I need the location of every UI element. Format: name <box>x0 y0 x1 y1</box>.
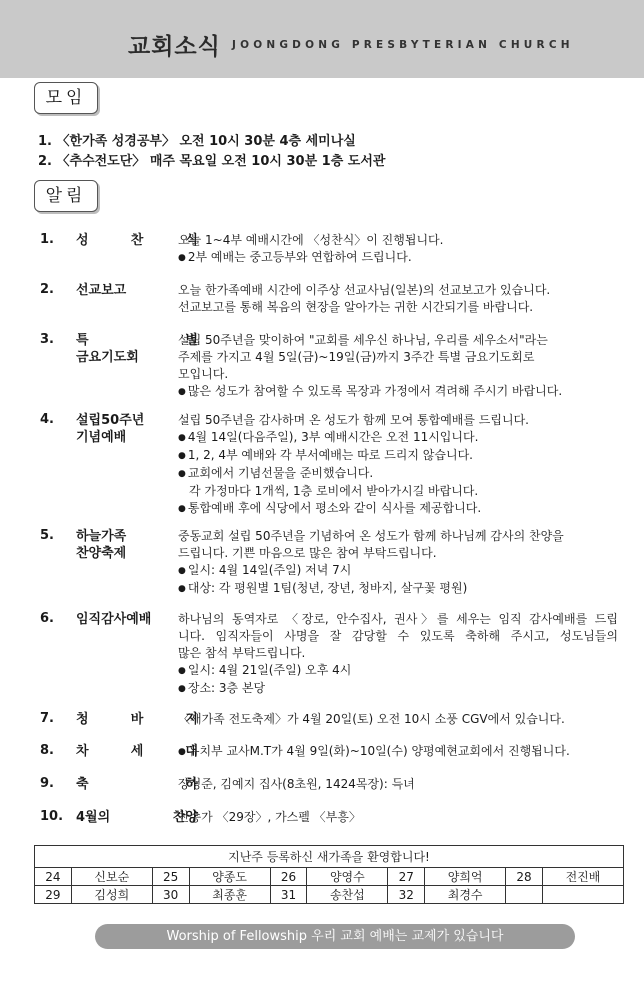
notice-title-line: 임직감사예배 <box>76 612 152 627</box>
table-row <box>35 886 624 904</box>
notice-line: 주제를 가지고 4월 5일(금)~19일(금)까지 3주간 특별 금요기도회로 <box>178 350 535 364</box>
notice-line: 니다. 임직자들이 사명을 잘 감당할 수 있도록 축하해 주시고, 성도님들의 <box>178 629 618 643</box>
family-name-cell: 송찬섭 <box>307 886 388 904</box>
notice-bullet: ● 대상: 각 평원별 1팀(청년, 장년, 청바지, 살구꽃 평원) <box>178 580 618 598</box>
family-number-cell: 30 <box>152 886 189 904</box>
notice-title-line: 성 찬 식 <box>76 233 198 248</box>
notice-number: 7. <box>40 711 54 726</box>
notice-body <box>178 282 618 316</box>
notice-title-line: 금요기도회 <box>76 350 139 365</box>
notice-bullet: ● 2부 예배는 중고등부와 연합하여 드립니다. <box>178 249 618 267</box>
family-number-cell: 24 <box>35 868 72 886</box>
notice-bullet: ● 교회에서 기념선물을 준비했습니다. <box>178 465 618 483</box>
notice-line: 많은 참석 부탁드립니다. <box>178 646 306 660</box>
notice-title-line: 차 세 대 <box>76 744 198 759</box>
notices-heading: 알림 <box>34 180 98 212</box>
header-subtitle: JOONGDONG PRESBYTERIAN CHURCH <box>232 39 574 51</box>
notice-line: 드립니다. 기쁜 마음으로 많은 참여 부탁드립니다. <box>178 546 437 560</box>
family-number-cell: 28 <box>506 868 543 886</box>
notice-bullet: ● 많은 성도가 참여할 수 있도록 목장과 가정에서 격려해 주시기 바랍니다. <box>178 383 618 401</box>
notice-body <box>178 711 618 728</box>
notice-title-line: 특 별 <box>76 333 198 348</box>
notice-bullet: ● 일시: 4월 14일(주일) 저녁 7시 <box>178 562 618 580</box>
meeting-item: 1. 〈한가족 성경공부〉 오전 10시 30분 4층 세미나실 <box>38 134 356 149</box>
notice-bullet: ● 장소: 3층 본당 <box>178 680 618 698</box>
new-family-table <box>34 845 624 904</box>
family-number-cell: 26 <box>270 868 307 886</box>
notice-body <box>178 743 618 761</box>
notice-title-line: 기념예배 <box>76 430 127 445</box>
notice-title-line: 4월의 찬양 <box>76 810 198 825</box>
family-number-cell: 25 <box>152 868 189 886</box>
notice-title-line: 설립50주년 <box>76 413 145 428</box>
notice-body <box>178 528 618 598</box>
family-number-cell <box>506 886 543 904</box>
notice-body <box>178 809 618 826</box>
page-header <box>0 0 644 78</box>
notice-number: 8. <box>40 743 54 758</box>
notice-body <box>178 412 618 518</box>
notice-bullet: ● 4월 14일(다음주일), 3부 예배시간은 오전 11시입니다. <box>178 429 618 447</box>
footer-banner: Worship of Fellowship 우리 교회 예배는 교제가 있습니다 <box>95 924 575 949</box>
notice-body <box>178 232 618 267</box>
family-name-cell: 김성희 <box>71 886 152 904</box>
notice-line: 장성준, 김예지 집사(8초원, 1424목장): 득녀 <box>178 777 415 791</box>
notice-number: 1. <box>40 232 54 247</box>
notice-line: 설립 50주년을 맞이하여 "교회를 세우신 하나님, 우리를 세우소서"라는 <box>178 333 548 347</box>
notice-number: 2. <box>40 282 54 297</box>
notice-title-line: 하늘가족 <box>76 529 127 544</box>
header-title: 교회소식 <box>128 34 221 60</box>
notice-title-line: 축 하 <box>76 777 198 792</box>
notice-line: 찬송가 〈29장〉, 가스펠 〈부흥〉 <box>178 810 361 824</box>
notice-title-line: 청 바 지 <box>76 712 198 727</box>
family-name-cell: 양희억 <box>425 868 506 886</box>
family-number-cell: 31 <box>270 886 307 904</box>
notice-bullet: ● 1, 2, 4부 예배와 각 부서예배는 따로 드리지 않습니다. <box>178 447 618 465</box>
meeting-item: 2. 〈추수전도단〉 매주 목요일 오전 10시 30분 1층 도서관 <box>38 154 386 169</box>
family-name-cell <box>542 886 623 904</box>
notice-number: 6. <box>40 611 54 626</box>
family-name-cell: 양영수 <box>307 868 388 886</box>
notice-line: 〈새가족 전도축제〉가 4월 20일(토) 오전 10시 소풍 CGV에서 있습니다. <box>178 712 565 726</box>
family-number-cell: 29 <box>35 886 72 904</box>
notice-line: 각 가정마다 1개씩, 1층 로비에서 받아가시길 바랍니다. <box>189 484 479 498</box>
notice-bullet: ● 일시: 4월 21일(주일) 오후 4시 <box>178 662 618 680</box>
meetings-heading: 모임 <box>34 82 98 114</box>
notice-number: 4. <box>40 412 54 427</box>
family-number-cell: 32 <box>388 886 425 904</box>
family-name-cell: 최종훈 <box>189 886 270 904</box>
notice-line: 선교보고를 통해 복음의 현장을 알아가는 귀한 시간되기를 바랍니다. <box>178 300 534 314</box>
notice-number: 5. <box>40 528 54 543</box>
notice-body <box>178 776 618 793</box>
family-number-cell: 27 <box>388 868 425 886</box>
table-row <box>35 868 624 886</box>
notice-bullet: ● 유치부 교사M.T가 4월 9일(화)~10일(수) 양평예현교회에서 진행됩니다. <box>178 743 618 761</box>
notice-line: 오늘 한가족예배 시간에 이주상 선교사님(일본)의 선교보고가 있습니다. <box>178 283 551 297</box>
family-name-cell: 전진배 <box>542 868 623 886</box>
notice-title-line: 선교보고 <box>76 283 127 298</box>
notice-line: 모입니다. <box>178 367 229 381</box>
notice-line: 오늘 1~4부 예배시간에 〈성찬식〉이 진행됩니다. <box>178 233 444 247</box>
notice-number: 9. <box>40 776 54 791</box>
notice-line: 하나님의 동역자로 〈장로, 안수집사, 권사〉를 세우는 임직 감사예배를 드립 <box>178 612 618 626</box>
notice-number: 10. <box>40 809 64 824</box>
notice-body <box>178 611 618 698</box>
family-name-cell: 최경수 <box>425 886 506 904</box>
notice-line: 중동교회 설립 50주년을 기념하여 온 성도가 함께 하나님께 감사의 찬양을 <box>178 529 564 543</box>
notice-title-line: 찬양축제 <box>76 546 127 561</box>
notice-bullet: ● 통합예배 후에 식당에서 평소와 같이 식사를 제공합니다. <box>178 500 618 518</box>
family-name-cell: 신보순 <box>71 868 152 886</box>
notice-line: 설립 50주년을 감사하며 온 성도가 함께 모여 통합예배를 드립니다. <box>178 413 529 427</box>
notice-number: 3. <box>40 332 54 347</box>
family-name-cell: 양종도 <box>189 868 270 886</box>
notice-body <box>178 332 618 401</box>
new-family-caption: 지난주 등록하신 새가족을 환영합니다! <box>35 846 624 868</box>
